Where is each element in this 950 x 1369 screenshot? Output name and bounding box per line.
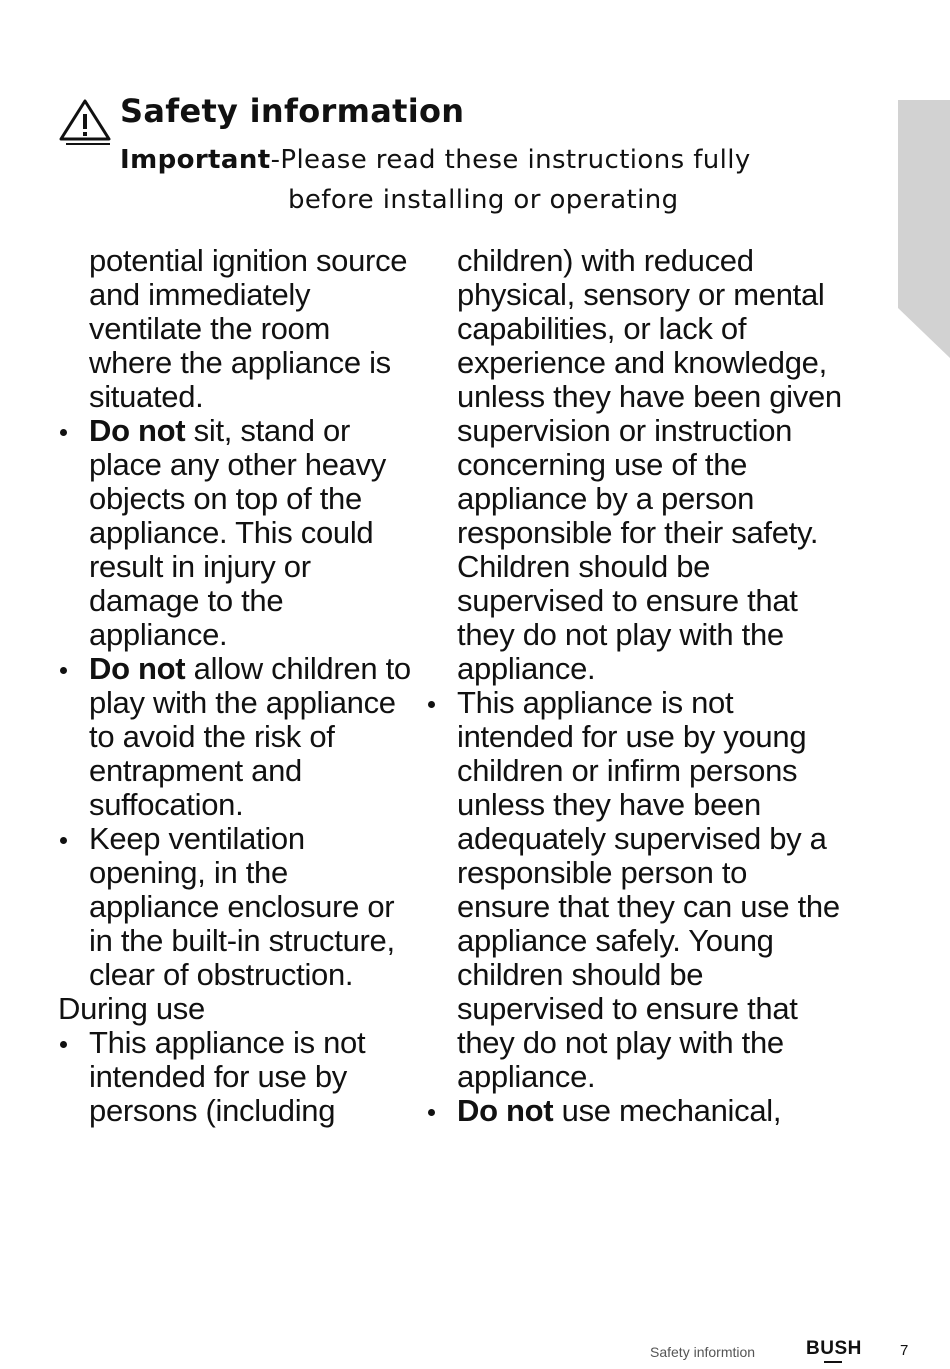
bullet-item (58, 1026, 418, 1128)
bullet-item (426, 1094, 846, 1128)
page-title: Safety information (120, 92, 465, 130)
bullet-text: allow children to play with the appliance (89, 651, 411, 720)
bullet-text: This appliance is not intended for use by persons (including (89, 1025, 366, 1128)
bullet-emphasis: Do not (89, 413, 186, 448)
paragraph: children) with reduced physical, sensory or mental capabilities, or lack of experience and knowledge, unless they have been given supervision or instruction concerning use of the appliance by a person responsible for their safety. Children should be supervised to ensure that they do not play with the appliance. (457, 243, 842, 686)
paragraph: potential ignition source and immediately ventilate the room where the appliance is situated. (89, 243, 408, 414)
bullet-item (58, 652, 418, 822)
bullet-text: use mechanical, (553, 1093, 782, 1128)
page-number: 7 (900, 1342, 909, 1359)
bullet-text: This appliance is not intended for use by young children or infirm persons unless they have been adequately supervised by a responsible person to ensure that they can use the appliance safely. Young children should be supervised to ensure that they do not play with the appliance. (457, 685, 840, 1094)
subtitle-line2: before installing or operating (288, 185, 679, 215)
page-subtitle (120, 140, 840, 220)
bullet-text: Keep ventilation opening, in the appliance enclosure or in the built-in structure, clear of obstruction. (89, 821, 395, 992)
bullet-item (426, 686, 846, 1094)
bullet-text: sit, stand or place any other heavy objects on top of the appliance. This could result in injury or damage to the appliance. (89, 413, 387, 652)
brand-logo: BUSH (806, 1338, 862, 1359)
bullet-emphasis: Do not (457, 1093, 554, 1128)
bullet-item (58, 414, 418, 652)
warning-triangle-icon (58, 98, 112, 146)
bullet-emphasis: Do not (89, 651, 186, 686)
subtitle-text: -Please read these instructions fully (270, 145, 751, 175)
side-tab-decoration (898, 100, 950, 308)
left-column (58, 244, 418, 1128)
section-heading: During use (58, 991, 205, 1026)
right-column (426, 244, 846, 1128)
bullet-text-continued: to avoid the risk of entrapment and suffocation. (89, 719, 335, 822)
bullet-item (58, 822, 418, 992)
subtitle-important: Important (120, 145, 271, 175)
footer-section-label: Safety informtion (650, 1344, 756, 1360)
